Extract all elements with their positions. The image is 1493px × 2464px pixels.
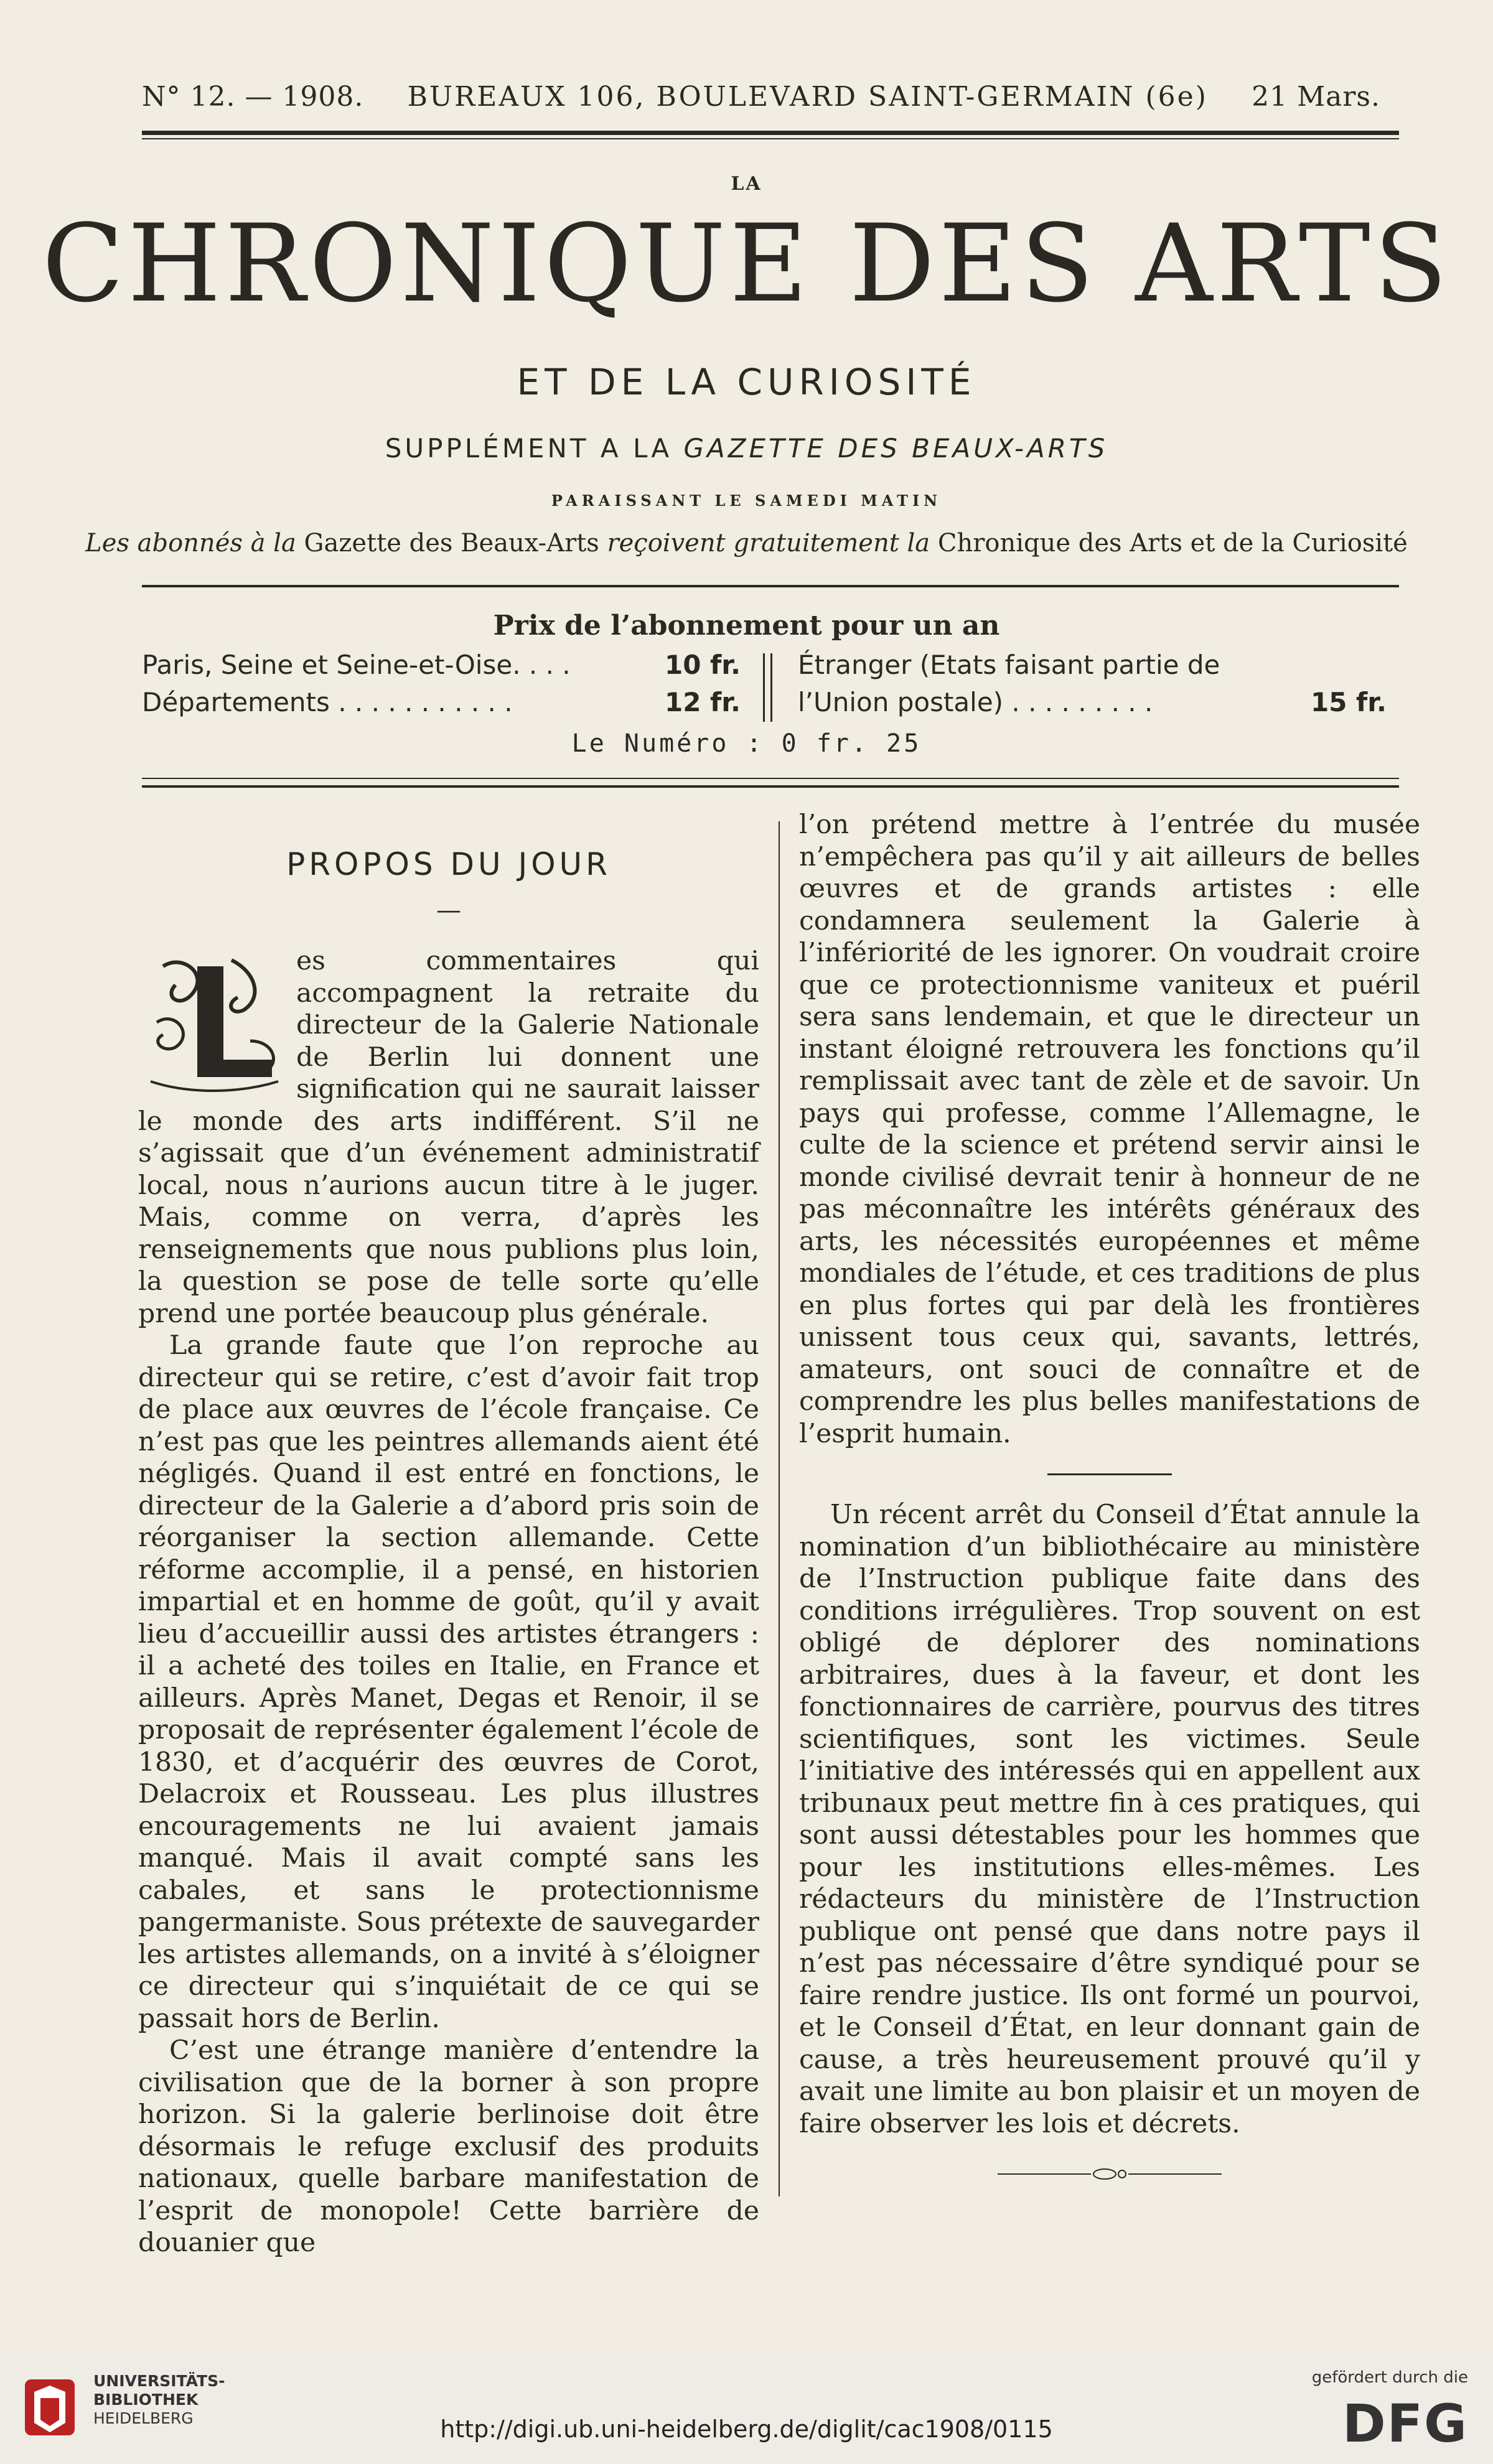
abonnes-part-1: Les abonnés à la <box>85 529 296 558</box>
etranger-line-1: Étranger (Etats faisant partie de <box>798 650 1220 680</box>
paragraph-5: Un récent arrêt du Conseil d’État annule la nomination d’un bibliothécaire au ministère de l’Instruction publique faite dans des conditions irrégulières. Trop souvent on est obligé de déplorer des nominations arbitraires, dues à la faveur, et dont les fonctionnaires de carrière, pourvus des titres scientifiques, sont les victimes. Seule l’initiative des intéressés qui en appellent aux tribunaux peut mettre fin à ces pratiques, qui sont aussi détestables pour les hommes que pour les institutions elles-mêmes. Les rédacteurs du ministère de l’Instruction publique ont pensé que dans notre pays il n’est pas nécessaire d’être syndiqué pour se faire rendre justice. Ils ont formé un pourvoi, et le Conseil d’État, en leur donnant gain de cause, a très heureusement prouvé qu’il y avait une limite au bon plaisir et un moyen de faire observer les lois et décrets. <box>799 1500 1420 2139</box>
library-line-1: UNIVERSITÄTS- <box>93 2372 225 2390</box>
end-ornament <box>998 2165 1222 2183</box>
supplement-title: GAZETTE DES BEAUX-ARTS <box>683 433 1108 464</box>
masthead-subtitle: ET DE LA CURIOSITÉ <box>517 361 976 403</box>
issue-header-line <box>142 81 1380 113</box>
subscription-rule <box>142 778 1399 779</box>
supplement-line <box>0 433 1493 464</box>
funded-by-text: gefördert durch die <box>1311 2368 1468 2387</box>
section-divider <box>1047 1473 1172 1475</box>
paragraph-2: La grande faute que l’on reproche au directeur qui se retire, c’est d’avoir fait trop de place aux œuvres de l’école française. Ce n’est pas que les peintres allemands aient été négligés. Quand il est entré en fonctions, le directeur de la Galerie a d’abord pris soin de réorganiser la section allemande. Cette réforme accomplie, il a pensé, en historien impartial et en homme de goût, qu’il y avait lieu d’accueillir aussi des artistes étrangers : il a acheté des toiles en Italie, en France et ailleurs. Après Manet, Degas et Renoir, il se proposait de représenter également l’école de 1830, et d’acquérir des œuvres de Corot, Delacroix et Rousseau. Les plus illustres encouragements ne lui avaient jamais manqué. Mais il avait compté sans les cabales, et sans le protectionnisme pangermaniste. Sous prétexte de sauvegarder les artistes allemands, on a invité à s’éloigner ce directeur qui s’inquiétait de ce qui se passait hors de Berlin. <box>138 1330 759 2034</box>
column-separator <box>779 821 780 2196</box>
numero-price: Le Numéro : 0 fr. 25 <box>571 729 922 758</box>
paragraph-4: l’on prétend mettre à l’entrée du musée n’empêchera pas qu’il y ait ailleurs de belles œuvres et de grands artistes : elle condamnera seulement la Galerie à l’infériorité de les ignorer. On voudrait croire que ce protectionnisme vaniteux et puéril sera sans lendemain, et que le directeur un instant éloigné retrouvera les fonctions qu’il remplissait avec tant de zèle et de savoir. Un pays qui professe, comme l’Allemagne, le culte de la science et prétend servir ainsi le monde civilisé devrait tenir à honneur de ne pas méconnaître les intérêts généraux des arts, les nécessités européennes et même mondiales de l’étude, et ces traditions de plus en plus fortes qui par delà les frontières unissent tous ceux qui, savants, lettrés, amateurs, ont souci de connaître et de comprendre les plus belles manifestations de l’esprit humain. <box>799 810 1420 1449</box>
library-line-2: BIBLIOTHEK <box>93 2391 199 2409</box>
dfg-logo: DFG <box>1342 2393 1468 2454</box>
abonnes-part-4: Chronique des Arts et de la Curiosité <box>937 529 1408 558</box>
etranger-price: 15 fr. <box>1310 687 1387 717</box>
price-row-etranger-1 <box>798 650 1395 680</box>
paragraph-3: C’est une étrange manière d’entendre la civilisation que de la borner à son propre horizon. Si la galerie berlinoise doit être désormais le refuge exclusif des produits nationaux, quelle barbare manifestation de l’esprit de monopole! Cette barrière de douanier que <box>138 2035 759 2258</box>
dept-price: 12 fr. <box>664 687 741 717</box>
price-divider <box>763 653 765 722</box>
drop-cap-L-ornament <box>138 948 288 1097</box>
price-row-paris <box>142 650 758 680</box>
paragraph-1: es commentaires qui accompagnent la retraite du directeur de la Galerie Nationale de Berlin lui donnent une signification qui ne saurait laisser le monde des arts indifférent. S’il ne s’agissait que d’un événement administratif local, nous n’aurions aucun titre à le juger. Mais, comme on verra, d’après les renseignements que nous publions plus loin, la question se pose de telle sorte qu’elle prend une portée beaucoup plus générale. <box>138 946 759 1329</box>
price-divider-2 <box>770 653 772 722</box>
abonnes-part-3: reçoivent gratuitement la <box>607 529 930 558</box>
digitization-footer <box>0 2358 1493 2464</box>
etranger-line-2: l’Union postale) . . . . . . . . . <box>798 687 1153 717</box>
paraissant-line: PARAISSANT LE SAMEDI MATIN <box>551 492 942 510</box>
right-column <box>799 809 1420 2183</box>
subscription-heading: Prix de l’abonnement pour un an <box>493 610 1000 642</box>
masthead-rule <box>142 585 1399 587</box>
price-row-etranger-2 <box>798 687 1395 717</box>
dept-label: Départements . . . . . . . . . . . <box>142 687 513 717</box>
paris-label: Paris, Seine et Seine-et-Oise. . . . <box>142 650 571 680</box>
supplement-prefix: SUPPLÉMENT A LA <box>385 433 673 464</box>
header-rule <box>142 131 1399 135</box>
header-rule-thin <box>142 138 1399 139</box>
masthead-la: LA <box>731 173 762 195</box>
abonnes-line <box>0 529 1493 558</box>
issue-number: N° 12. — 1908. <box>142 81 364 113</box>
paris-price: 10 fr. <box>664 650 741 680</box>
masthead-title: CHRONIQUE DES ARTS <box>42 201 1451 326</box>
section-title: PROPOS DU JOUR <box>286 846 611 882</box>
subscription-rule-thick <box>142 785 1399 788</box>
left-column <box>138 834 759 2259</box>
issue-date: 21 Mars. <box>1252 81 1380 113</box>
price-row-departements <box>142 687 758 717</box>
digitization-url-link[interactable]: http://digi.ub.uni-heidelberg.de/diglit/cac1908/0115 <box>440 2415 1053 2443</box>
abonnes-part-2: Gazette des Beaux-Arts <box>304 529 599 558</box>
bureaux-address: BUREAUX 106, BOULEVARD SAINT-GERMAIN (6e) <box>407 81 1208 113</box>
title-dash: — <box>436 895 461 925</box>
library-line-3: HEIDELBERG <box>93 2409 194 2427</box>
